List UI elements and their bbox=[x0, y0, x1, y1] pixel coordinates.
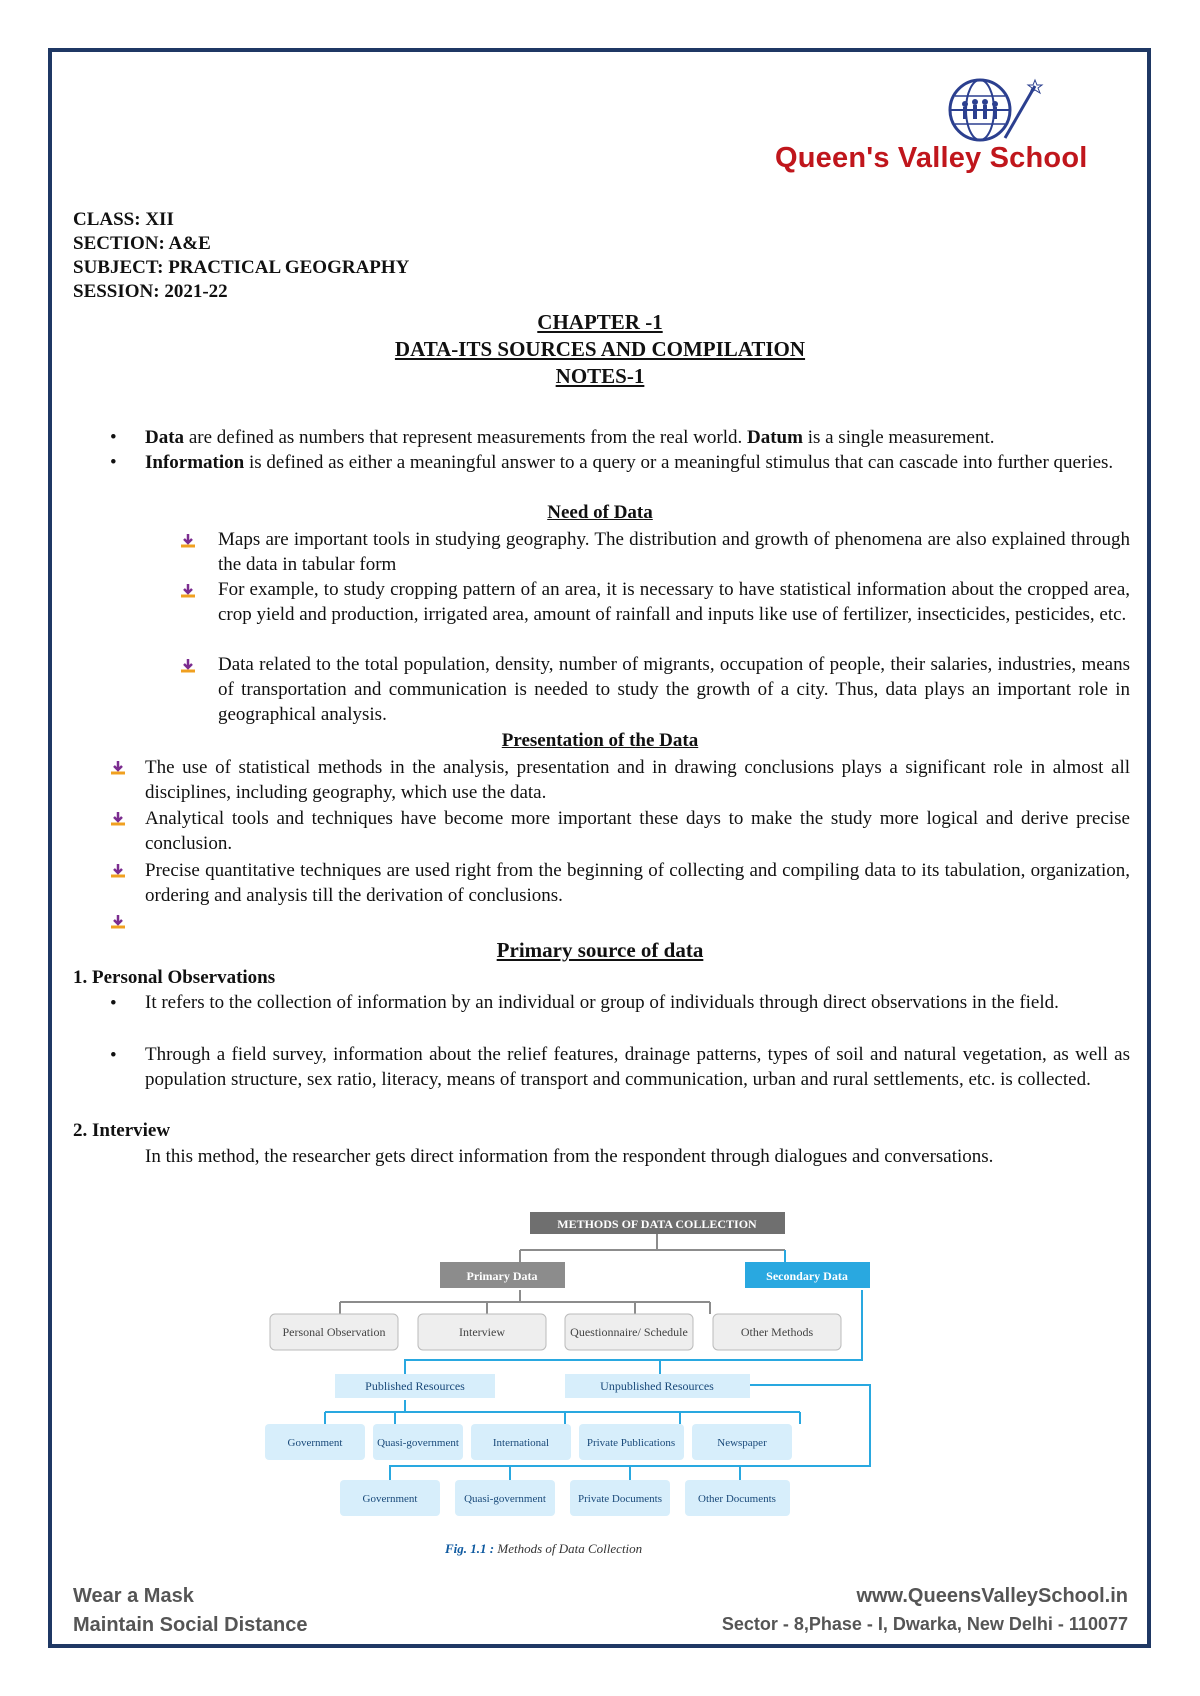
footer-wear-mask: Wear a Mask bbox=[73, 1585, 194, 1607]
arrow-bullet-icon bbox=[110, 914, 126, 930]
diagram-primary: Primary Data bbox=[466, 1269, 538, 1283]
arrow-bullet-icon bbox=[110, 760, 126, 776]
observation-item: Through a field survey, information about the relief features, drainage patterns, types of soil and natural vegetation, as well as population structure, sex ratio, literacy, means of transport and communication, urban and rural settlements, etc. is collected. bbox=[145, 1044, 1130, 1090]
section-label: SECTION: A&E bbox=[73, 233, 211, 254]
need-item: Maps are important tools in studying geography. The distribution and growth of phenomena are also explained through the data in tabular form bbox=[218, 529, 1130, 575]
diagram-published-child: Government bbox=[287, 1437, 343, 1449]
diagram-unpublished-child: Other Documents bbox=[698, 1493, 776, 1505]
interview-text: In this method, the researcher gets direct information from the respondent through dialogues and conversations. bbox=[145, 1146, 994, 1167]
definition-data: Data are defined as numbers that represent measurements from the real world. Datum is a single measurement. bbox=[145, 427, 995, 448]
session-label: SESSION: 2021-22 bbox=[73, 281, 228, 302]
diagram-published-child: International bbox=[492, 1437, 550, 1449]
diagram-primary-child: Questionnaire/ Schedule bbox=[570, 1325, 688, 1339]
presentation-heading: Presentation of the Data bbox=[501, 730, 699, 751]
diagram-unpublished-child: Quasi-government bbox=[464, 1493, 546, 1505]
diagram-published-child: Private Publications bbox=[586, 1437, 676, 1449]
globe-icon bbox=[935, 72, 1045, 152]
presentation-item: Precise quantitative techniques are used right from the beginning of collecting and compiling data to its tabulation, organization, ordering and analysis till the derivation of conclusions. bbox=[145, 860, 1130, 906]
arrow-bullet-icon bbox=[180, 583, 196, 599]
primary-source-heading: Primary source of data bbox=[496, 938, 704, 962]
presentation-item: The use of statistical methods in the analysis, presentation and in drawing conclusions plays a significant role in almost all disciplines, including geography, which use the data. bbox=[145, 757, 1130, 803]
diagram-root: METHODS OF DATA COLLECTION bbox=[557, 1217, 757, 1231]
footer-address: Sector - 8,Phase - I, Dwarka, New Delhi - 110077 bbox=[721, 1614, 1128, 1634]
school-name: Queen's Valley School bbox=[775, 142, 1088, 174]
need-of-data-heading: Need of Data bbox=[547, 502, 653, 523]
diagram-published-child: Newspaper bbox=[717, 1437, 767, 1449]
bullet-dot: • bbox=[110, 993, 117, 1014]
diagram-secondary: Secondary Data bbox=[766, 1269, 848, 1283]
diagram-published: Published Resources bbox=[365, 1379, 465, 1393]
arrow-bullet-icon bbox=[180, 533, 196, 549]
diagram-published-child: Quasi-government bbox=[377, 1437, 459, 1449]
interview-heading: 2. Interview bbox=[73, 1120, 171, 1141]
need-item: For example, to study cropping pattern of an area, it is necessary to have statistical information about the cropped area, crop yield and production, irrigated area, amount of rainfall and inputs like use of fertilizer, insecticides, pesticides, etc. bbox=[218, 579, 1130, 625]
arrow-bullet-icon bbox=[110, 863, 126, 879]
class-label: CLASS: XII bbox=[73, 209, 174, 230]
bullet-dot: • bbox=[110, 452, 117, 473]
notes-heading: NOTES-1 bbox=[555, 364, 645, 388]
bullet-dot: • bbox=[110, 1045, 117, 1066]
data-collection-diagram bbox=[265, 1210, 915, 1540]
diagram-primary-child: Interview bbox=[459, 1325, 505, 1339]
footer-website[interactable]: www.QueensValleySchool.in bbox=[856, 1585, 1128, 1607]
observation-item: It refers to the collection of information by an individual or group of individuals through direct observations in the field. bbox=[145, 992, 1059, 1013]
class-info bbox=[73, 208, 409, 304]
arrow-bullet-icon bbox=[110, 811, 126, 827]
diagram-unpublished: Unpublished Resources bbox=[600, 1379, 714, 1393]
arrow-bullet-icon bbox=[180, 658, 196, 674]
definition-information: Information is defined as either a meaningful answer to a query or a meaningful stimulus that can cascade into further queries. bbox=[145, 452, 1114, 473]
diagram-primary-child: Other Methods bbox=[740, 1325, 814, 1339]
school-logo bbox=[775, 72, 1145, 182]
diagram-primary-child: Personal Observation bbox=[282, 1325, 386, 1339]
need-item: Data related to the total population, density, number of migrants, occupation of people, their salaries, industries, means of transportation and communication is needed to study the growth of a city. Thus, data plays an important role in geographical analysis. bbox=[218, 654, 1130, 725]
bullet-dot: • bbox=[110, 427, 117, 448]
subject-label: SUBJECT: PRACTICAL GEOGRAPHY bbox=[73, 257, 410, 278]
presentation-item: Analytical tools and techniques have become more important these days to make the study more logical and derive precise conclusion. bbox=[145, 808, 1130, 854]
personal-observations-heading: 1. Personal Observations bbox=[73, 967, 276, 988]
figure-caption: Fig. 1.1 : Methods of Data Collection bbox=[445, 1541, 643, 1556]
diagram-unpublished-child: Private Documents bbox=[577, 1493, 663, 1505]
footer-social-distance: Maintain Social Distance bbox=[73, 1614, 308, 1636]
chapter-title: DATA-ITS SOURCES AND COMPILATION bbox=[394, 337, 806, 361]
diagram-unpublished-child: Government bbox=[362, 1493, 418, 1505]
chapter-heading: CHAPTER -1 bbox=[537, 310, 663, 334]
